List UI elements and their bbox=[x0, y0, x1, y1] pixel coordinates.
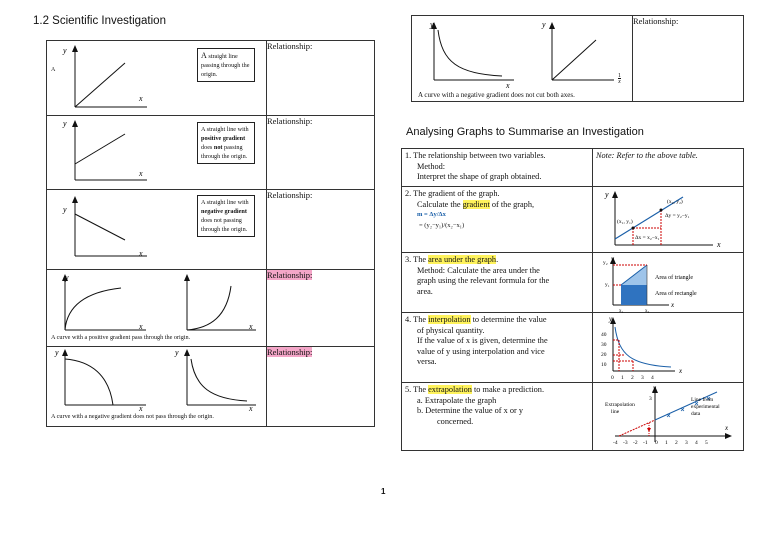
svg-text:y: y bbox=[55, 348, 59, 357]
svg-text:1: 1 bbox=[621, 375, 624, 381]
caption-positive-curve: A curve with a positive gradient pass through the origin. bbox=[51, 334, 191, 341]
svg-text:(x₂, y₂): (x₂, y₂) bbox=[667, 199, 683, 205]
svg-text:Line from: Line from bbox=[691, 397, 714, 403]
svg-text:x: x bbox=[679, 367, 683, 375]
graph-straight-origin bbox=[61, 43, 151, 113]
svg-text:x: x bbox=[671, 301, 675, 309]
svg-text:Δx = x₂−x₁: Δx = x₂−x₁ bbox=[635, 235, 660, 241]
page-title: 1.2 Scientific Investigation bbox=[33, 15, 166, 27]
svg-text:-1: -1 bbox=[643, 440, 648, 446]
analysis-table bbox=[401, 148, 744, 451]
analysis-row-2: 2. The gradient of the graph. Calculate the gradient of the graph, m = Δy/Δx = (y₂−y₁)/(x₂−x₁) bbox=[402, 187, 593, 253]
graph-cell-1 bbox=[47, 41, 267, 116]
svg-text:x: x bbox=[139, 169, 143, 178]
extrapolation-graph-cell bbox=[593, 383, 744, 451]
svg-text:1: 1 bbox=[665, 440, 668, 446]
analysis-row-5: 5. The extrapolation to make a prediction. a. Extrapolate the graph b. Determine the value of x or y concerned. bbox=[402, 383, 593, 451]
svg-text:y: y bbox=[63, 46, 67, 55]
gradient-graph-cell bbox=[593, 187, 744, 253]
svg-text:30: 30 bbox=[601, 342, 607, 348]
svg-text:x: x bbox=[139, 322, 143, 331]
svg-text:0: 0 bbox=[611, 375, 614, 381]
graph-cell-5 bbox=[47, 347, 267, 427]
svg-text:experimental: experimental bbox=[691, 404, 720, 410]
extrapolation-graph bbox=[595, 384, 737, 450]
relationship-cell-4: Relationship: bbox=[267, 270, 375, 347]
svg-text:line: line bbox=[611, 409, 620, 415]
graph-cell-3 bbox=[47, 190, 267, 270]
svg-text:x₂: x₂ bbox=[645, 309, 650, 313]
relationship-cell-3: Relationship: bbox=[267, 190, 375, 270]
svg-text:x: x bbox=[717, 240, 721, 249]
svg-text:10: 10 bbox=[601, 362, 607, 368]
desc-box-3: A straight line with negative gradient does not passing through the origin. bbox=[197, 195, 255, 237]
svg-text:y: y bbox=[430, 20, 434, 29]
svg-text:-4: -4 bbox=[613, 440, 618, 446]
svg-text:(x₁, y₁): (x₁, y₁) bbox=[617, 219, 633, 225]
svg-text:x: x bbox=[139, 94, 143, 103]
graph-negative-intercept bbox=[61, 194, 151, 266]
svg-text:y: y bbox=[605, 190, 609, 199]
relationship-cell-5: Relationship: bbox=[267, 347, 375, 427]
graph-positive-curves bbox=[51, 272, 266, 334]
caption-negative-curve: A curve with a negative gradient does not pass through the origin. bbox=[51, 413, 214, 420]
interpolation-graph bbox=[597, 315, 697, 383]
svg-text:y: y bbox=[609, 315, 613, 323]
gradient-graph bbox=[603, 189, 733, 251]
svg-text:Δy = y₂−y₁: Δy = y₂−y₁ bbox=[665, 213, 690, 219]
svg-text:x: x bbox=[139, 404, 143, 413]
graph-cell-4 bbox=[47, 270, 267, 347]
svg-text:y: y bbox=[653, 384, 657, 392]
svg-text:-2: -2 bbox=[633, 440, 638, 446]
svg-text:3: 3 bbox=[685, 440, 688, 446]
svg-text:3: 3 bbox=[649, 396, 652, 402]
svg-text:40: 40 bbox=[601, 332, 607, 338]
svg-text:x: x bbox=[725, 424, 729, 432]
inverse-graph-table bbox=[411, 15, 744, 102]
svg-text:Area of triangle: Area of triangle bbox=[655, 275, 693, 281]
graph-positive-intercept bbox=[61, 118, 151, 188]
svg-text:data: data bbox=[691, 411, 701, 417]
svg-text:y: y bbox=[65, 273, 69, 282]
svg-text:y: y bbox=[63, 119, 67, 128]
page-number: 1 bbox=[381, 487, 386, 496]
svg-text:Extrapolation: Extrapolation bbox=[605, 402, 635, 408]
graph-shapes-table bbox=[46, 40, 375, 427]
svg-text:2: 2 bbox=[675, 440, 678, 446]
svg-text:-3: -3 bbox=[623, 440, 628, 446]
svg-text:4: 4 bbox=[695, 440, 698, 446]
relationship-cell-2: Relationship: bbox=[267, 116, 375, 190]
svg-text:y₂: y₂ bbox=[603, 260, 608, 266]
desc-box-1: A straight line passing through the origin. bbox=[197, 48, 255, 82]
analysis-row-1: 1. The relationship between two variables. Method: Interpret the shape of graph obtained. bbox=[402, 149, 593, 187]
svg-text:y₁: y₁ bbox=[605, 282, 610, 288]
svg-text:x: x bbox=[506, 81, 510, 90]
svg-text:y: y bbox=[542, 20, 546, 29]
area-graph bbox=[597, 255, 735, 313]
analysis-title: Analysing Graphs to Summarise an Investigation bbox=[406, 126, 644, 138]
graph-inverse-curves bbox=[414, 18, 630, 90]
stray-mark: A bbox=[51, 67, 56, 73]
svg-text:5: 5 bbox=[705, 440, 708, 446]
analysis-row-4: 4. The interpolation to determine the value of physical quantity. If the value of x is given, determine the value of y using interpolation and vice versa. bbox=[402, 313, 593, 383]
svg-text:y: y bbox=[175, 348, 179, 357]
svg-text:x₁: x₁ bbox=[619, 309, 624, 313]
svg-text:y: y bbox=[63, 205, 67, 214]
relationship-cell-1: Relationship: bbox=[267, 41, 375, 116]
svg-text:3: 3 bbox=[641, 375, 644, 381]
svg-text:0: 0 bbox=[655, 440, 658, 446]
area-graph-cell bbox=[593, 253, 744, 313]
inverse-graph-cell bbox=[412, 16, 633, 102]
svg-text:x: x bbox=[249, 404, 253, 413]
graph-negative-curves bbox=[51, 347, 266, 413]
graph-cell-2 bbox=[47, 116, 267, 190]
svg-text:4: 4 bbox=[651, 375, 654, 381]
svg-text:2: 2 bbox=[631, 375, 634, 381]
svg-text:x: x bbox=[249, 322, 253, 331]
svg-text:x: x bbox=[139, 249, 143, 258]
fraction-1-over-x: 1 x bbox=[618, 73, 621, 85]
caption-inverse-curve: A curve with a negative gradient does not cut both axes. bbox=[418, 91, 575, 99]
analysis-row-3: 3. The area under the graph. Method: Calculate the area under the graph using the relevant formula for the area. bbox=[402, 253, 593, 313]
desc-box-2: A straight line with positive gradient does not passing through the origin. bbox=[197, 122, 255, 164]
gradient-formula: m = Δy/Δx bbox=[417, 211, 446, 218]
svg-text:20: 20 bbox=[601, 352, 607, 358]
svg-text:y: y bbox=[611, 255, 615, 263]
interpolation-graph-cell bbox=[593, 313, 744, 383]
note-cell: Note: Refer to the above table. bbox=[593, 149, 744, 187]
gradient-formula-expanded: = (y₂−y₁)/(x₂−x₁) bbox=[419, 221, 465, 229]
relationship-cell-inverse: Relationship: bbox=[633, 16, 744, 102]
svg-text:Area of rectangle: Area of rectangle bbox=[655, 291, 697, 297]
